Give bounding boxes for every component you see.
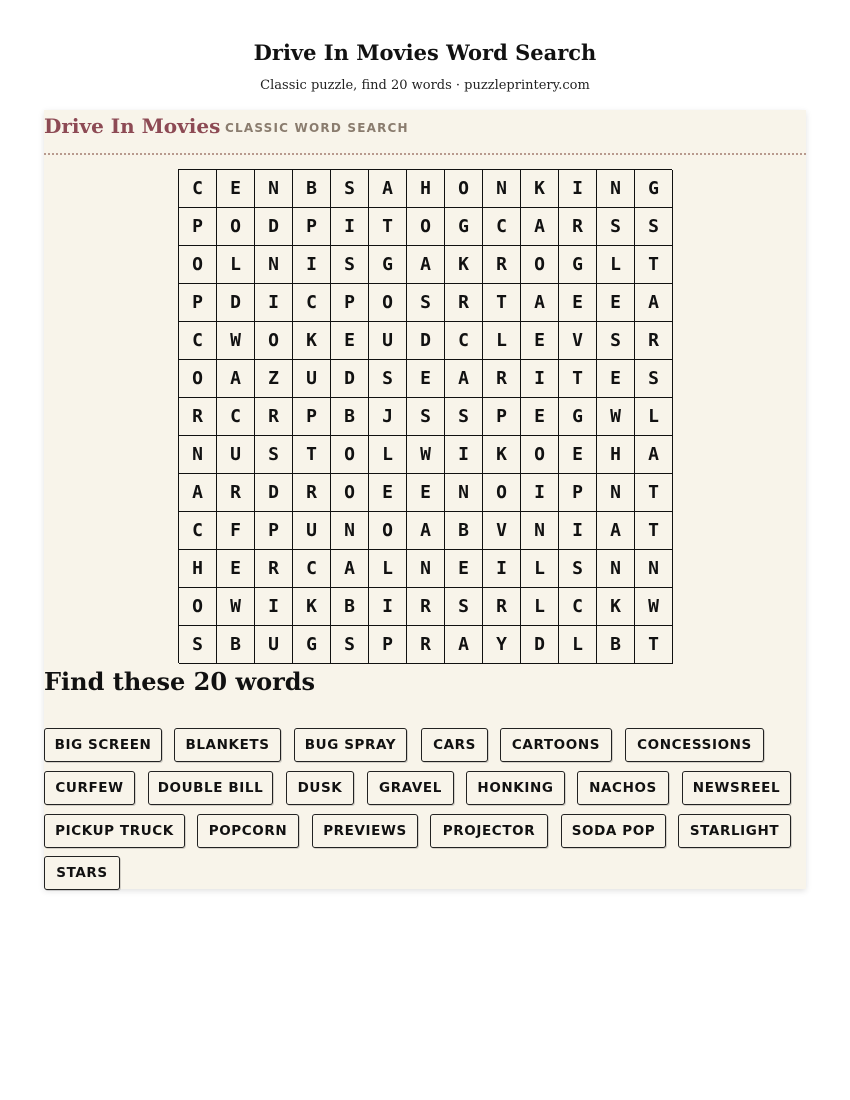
grid-cell[interactable]: I xyxy=(255,284,293,322)
grid-cell[interactable]: C xyxy=(179,170,217,208)
grid-cell[interactable]: C xyxy=(217,398,255,436)
grid-cell[interactable]: H xyxy=(407,170,445,208)
word-chip[interactable]: BUG SPRAY xyxy=(294,728,407,762)
grid-cell[interactable]: K xyxy=(483,436,521,474)
grid-cell[interactable]: L xyxy=(369,436,407,474)
puzzle-card xyxy=(44,110,806,889)
grid-cell[interactable]: R xyxy=(445,284,483,322)
dotted-divider xyxy=(44,153,806,155)
grid-cell[interactable]: T xyxy=(635,626,673,664)
grid-cell[interactable]: R xyxy=(179,398,217,436)
grid-cell[interactable]: O xyxy=(483,474,521,512)
grid-cell[interactable]: P xyxy=(293,208,331,246)
grid-cell[interactable]: A xyxy=(407,512,445,550)
grid-cell[interactable]: S xyxy=(369,360,407,398)
grid-cell[interactable]: W xyxy=(635,588,673,626)
grid-cell[interactable]: L xyxy=(369,550,407,588)
grid-cell[interactable]: I xyxy=(559,170,597,208)
grid-cell[interactable]: E xyxy=(521,322,559,360)
grid-cell[interactable]: A xyxy=(635,436,673,474)
grid-cell[interactable]: A xyxy=(217,360,255,398)
grid-cell[interactable]: R xyxy=(559,208,597,246)
grid-cell[interactable]: A xyxy=(445,360,483,398)
grid-cell[interactable]: H xyxy=(179,550,217,588)
grid-cell[interactable]: P xyxy=(293,398,331,436)
grid-cell[interactable]: N xyxy=(521,512,559,550)
grid-cell[interactable]: R xyxy=(483,246,521,284)
grid-cell[interactable]: A xyxy=(597,512,635,550)
grid-cell[interactable]: U xyxy=(255,626,293,664)
word-chip[interactable]: POPCORN xyxy=(197,814,299,848)
grid-cell[interactable]: O xyxy=(217,208,255,246)
grid-cell[interactable]: U xyxy=(217,436,255,474)
grid-cell[interactable]: S xyxy=(331,246,369,284)
grid-cell[interactable]: N xyxy=(597,170,635,208)
grid-cell[interactable]: N xyxy=(331,512,369,550)
word-chip[interactable]: DOUBLE BILL xyxy=(148,771,273,805)
grid-cell[interactable]: W xyxy=(597,398,635,436)
grid-cell[interactable]: C xyxy=(483,208,521,246)
grid-cell[interactable]: B xyxy=(331,398,369,436)
word-chip[interactable]: NEWSREEL xyxy=(682,771,791,805)
grid-cell[interactable]: O xyxy=(255,322,293,360)
grid-cell[interactable]: O xyxy=(521,246,559,284)
grid-cell[interactable]: B xyxy=(597,626,635,664)
grid-cell[interactable]: I xyxy=(331,208,369,246)
grid-cell[interactable]: P xyxy=(483,398,521,436)
word-chip[interactable]: CONCESSIONS xyxy=(625,728,764,762)
word-chip[interactable]: PICKUP TRUCK xyxy=(44,814,185,848)
grid-cell[interactable]: E xyxy=(521,398,559,436)
grid-cell[interactable]: K xyxy=(445,246,483,284)
grid-cell[interactable]: U xyxy=(369,322,407,360)
grid-cell[interactable]: P xyxy=(559,474,597,512)
grid-cell[interactable]: R xyxy=(407,626,445,664)
grid-cell[interactable]: D xyxy=(407,322,445,360)
grid-cell[interactable]: L xyxy=(521,588,559,626)
grid-cell[interactable]: A xyxy=(407,246,445,284)
grid-cell[interactable]: I xyxy=(369,588,407,626)
grid-cell[interactable]: T xyxy=(369,208,407,246)
grid-cell[interactable]: N xyxy=(597,550,635,588)
grid-cell[interactable]: R xyxy=(635,322,673,360)
grid-cell[interactable]: L xyxy=(483,322,521,360)
grid-cell[interactable]: K xyxy=(521,170,559,208)
grid-cell[interactable]: I xyxy=(293,246,331,284)
word-chip[interactable]: CARS xyxy=(421,728,488,762)
grid-cell[interactable]: A xyxy=(521,284,559,322)
grid-cell[interactable]: N xyxy=(255,246,293,284)
grid-cell[interactable]: T xyxy=(635,246,673,284)
grid-cell[interactable]: C xyxy=(559,588,597,626)
grid-cell[interactable]: P xyxy=(255,512,293,550)
grid-cell[interactable]: P xyxy=(179,284,217,322)
grid-cell[interactable]: T xyxy=(559,360,597,398)
grid-cell[interactable]: S xyxy=(597,322,635,360)
grid-cell[interactable]: S xyxy=(407,398,445,436)
grid-cell[interactable]: S xyxy=(635,360,673,398)
grid-cell[interactable]: S xyxy=(331,626,369,664)
word-chip[interactable]: SODA POP xyxy=(561,814,666,848)
grid-cell[interactable]: R xyxy=(407,588,445,626)
grid-cell[interactable]: S xyxy=(597,208,635,246)
grid-cell[interactable]: C xyxy=(179,512,217,550)
grid-cell[interactable]: B xyxy=(331,588,369,626)
grid-cell[interactable]: I xyxy=(445,436,483,474)
grid-cell[interactable]: A xyxy=(369,170,407,208)
grid-cell[interactable]: B xyxy=(217,626,255,664)
grid-cell[interactable]: L xyxy=(559,626,597,664)
word-chip[interactable]: CURFEW xyxy=(44,771,135,805)
grid-cell[interactable]: S xyxy=(255,436,293,474)
grid-cell[interactable]: N xyxy=(179,436,217,474)
grid-cell[interactable]: O xyxy=(407,208,445,246)
word-chip[interactable]: BLANKETS xyxy=(174,728,281,762)
word-chip[interactable]: GRAVEL xyxy=(367,771,454,805)
grid-cell[interactable]: I xyxy=(255,588,293,626)
grid-cell[interactable]: O xyxy=(179,246,217,284)
grid-cell[interactable]: O xyxy=(445,170,483,208)
grid-cell[interactable]: B xyxy=(293,170,331,208)
word-chip[interactable]: PREVIEWS xyxy=(312,814,418,848)
grid-cell[interactable]: R xyxy=(483,588,521,626)
grid-cell[interactable]: H xyxy=(597,436,635,474)
grid-cell[interactable]: R xyxy=(293,474,331,512)
grid-cell[interactable]: O xyxy=(331,474,369,512)
grid-cell[interactable]: A xyxy=(331,550,369,588)
grid-cell[interactable]: L xyxy=(597,246,635,284)
grid-cell[interactable]: T xyxy=(293,436,331,474)
grid-cell[interactable]: A xyxy=(635,284,673,322)
grid-cell[interactable]: I xyxy=(521,360,559,398)
grid-cell[interactable]: W xyxy=(407,436,445,474)
grid-cell[interactable]: S xyxy=(445,398,483,436)
grid-cell[interactable]: I xyxy=(521,474,559,512)
grid-cell[interactable]: O xyxy=(179,588,217,626)
card-kicker: CLASSIC WORD SEARCH xyxy=(225,121,409,135)
word-chip[interactable]: PROJECTOR xyxy=(430,814,548,848)
grid-cell[interactable]: A xyxy=(521,208,559,246)
grid-cell[interactable]: S xyxy=(179,626,217,664)
card-title: Drive In Movies xyxy=(44,114,221,138)
grid-cell[interactable]: S xyxy=(635,208,673,246)
grid-cell[interactable]: S xyxy=(331,170,369,208)
grid-cell[interactable]: G xyxy=(635,170,673,208)
grid-cell[interactable]: N xyxy=(255,170,293,208)
word-chip[interactable]: STARS xyxy=(44,856,120,890)
grid-cell[interactable]: E xyxy=(559,284,597,322)
grid-cell[interactable]: W xyxy=(217,322,255,360)
grid-cell[interactable]: R xyxy=(483,360,521,398)
page-subtitle: Classic puzzle, find 20 words · puzzleprintery.com xyxy=(260,78,590,93)
grid-cell[interactable]: U xyxy=(293,512,331,550)
letter-grid[interactable] xyxy=(178,169,672,663)
grid-cell[interactable]: S xyxy=(559,550,597,588)
grid-cell[interactable]: E xyxy=(597,284,635,322)
grid-cell[interactable]: K xyxy=(293,322,331,360)
word-chip[interactable]: DUSK xyxy=(286,771,354,805)
grid-cell[interactable]: L xyxy=(521,550,559,588)
page-title: Drive In Movies Word Search xyxy=(253,40,597,65)
grid-cell[interactable]: G xyxy=(369,246,407,284)
grid-cell[interactable]: N xyxy=(407,550,445,588)
grid-cell[interactable]: O xyxy=(179,360,217,398)
word-list-heading: Find these 20 words xyxy=(44,667,316,696)
grid-cell[interactable]: K xyxy=(597,588,635,626)
grid-cell[interactable]: R xyxy=(255,550,293,588)
grid-cell[interactable]: A xyxy=(445,626,483,664)
grid-cell[interactable]: Z xyxy=(255,360,293,398)
grid-cell[interactable]: G xyxy=(293,626,331,664)
word-chip[interactable]: CARTOONS xyxy=(500,728,612,762)
grid-cell[interactable]: F xyxy=(217,512,255,550)
grid-cell[interactable]: I xyxy=(559,512,597,550)
grid-cell[interactable]: D xyxy=(255,474,293,512)
grid-cell[interactable]: V xyxy=(559,322,597,360)
grid-cell[interactable]: O xyxy=(521,436,559,474)
grid-cell[interactable]: K xyxy=(293,588,331,626)
grid-cell[interactable]: J xyxy=(369,398,407,436)
grid-cell[interactable]: E xyxy=(217,170,255,208)
grid-cell[interactable]: E xyxy=(445,550,483,588)
word-chip[interactable]: NACHOS xyxy=(577,771,669,805)
grid-cell[interactable]: P xyxy=(331,284,369,322)
grid-cell[interactable]: N xyxy=(483,170,521,208)
grid-cell[interactable]: Y xyxy=(483,626,521,664)
grid-cell[interactable]: G xyxy=(559,246,597,284)
grid-cell[interactable]: T xyxy=(635,512,673,550)
grid-cell[interactable]: D xyxy=(521,626,559,664)
grid-cell[interactable]: I xyxy=(483,550,521,588)
grid-cell[interactable]: B xyxy=(445,512,483,550)
grid-cell[interactable]: E xyxy=(559,436,597,474)
grid-cell[interactable]: E xyxy=(369,474,407,512)
grid-cell[interactable]: W xyxy=(217,588,255,626)
grid-cell[interactable]: E xyxy=(407,360,445,398)
grid-cell[interactable]: N xyxy=(597,474,635,512)
grid-cell[interactable]: G xyxy=(559,398,597,436)
grid-cell[interactable]: E xyxy=(217,550,255,588)
grid-cell[interactable]: D xyxy=(255,208,293,246)
word-chip[interactable]: HONKING xyxy=(466,771,565,805)
grid-cell[interactable]: G xyxy=(445,208,483,246)
grid-cell[interactable]: O xyxy=(331,436,369,474)
grid-cell[interactable]: D xyxy=(217,284,255,322)
grid-cell[interactable]: C xyxy=(293,550,331,588)
grid-cell[interactable]: N xyxy=(445,474,483,512)
grid-cell[interactable]: V xyxy=(483,512,521,550)
grid-cell[interactable]: O xyxy=(369,284,407,322)
grid-cell[interactable]: L xyxy=(217,246,255,284)
grid-cell[interactable]: E xyxy=(331,322,369,360)
grid-cell[interactable]: N xyxy=(635,550,673,588)
grid-cell[interactable]: S xyxy=(445,588,483,626)
grid-cell[interactable]: R xyxy=(255,398,293,436)
grid-cell[interactable]: U xyxy=(293,360,331,398)
grid-cell[interactable]: T xyxy=(635,474,673,512)
grid-cell[interactable]: S xyxy=(407,284,445,322)
grid-cell[interactable]: O xyxy=(369,512,407,550)
grid-cell[interactable]: P xyxy=(179,208,217,246)
grid-cell[interactable]: A xyxy=(179,474,217,512)
grid-cell[interactable]: E xyxy=(407,474,445,512)
grid-cell[interactable]: C xyxy=(445,322,483,360)
grid-cell[interactable]: L xyxy=(635,398,673,436)
grid-cell[interactable]: E xyxy=(597,360,635,398)
grid-cell[interactable]: R xyxy=(217,474,255,512)
grid-cell[interactable]: C xyxy=(293,284,331,322)
grid-cell[interactable]: C xyxy=(179,322,217,360)
grid-cell[interactable]: P xyxy=(369,626,407,664)
word-chip[interactable]: STARLIGHT xyxy=(678,814,791,848)
grid-cell[interactable]: T xyxy=(483,284,521,322)
word-chip[interactable]: BIG SCREEN xyxy=(44,728,162,762)
grid-cell[interactable]: D xyxy=(331,360,369,398)
